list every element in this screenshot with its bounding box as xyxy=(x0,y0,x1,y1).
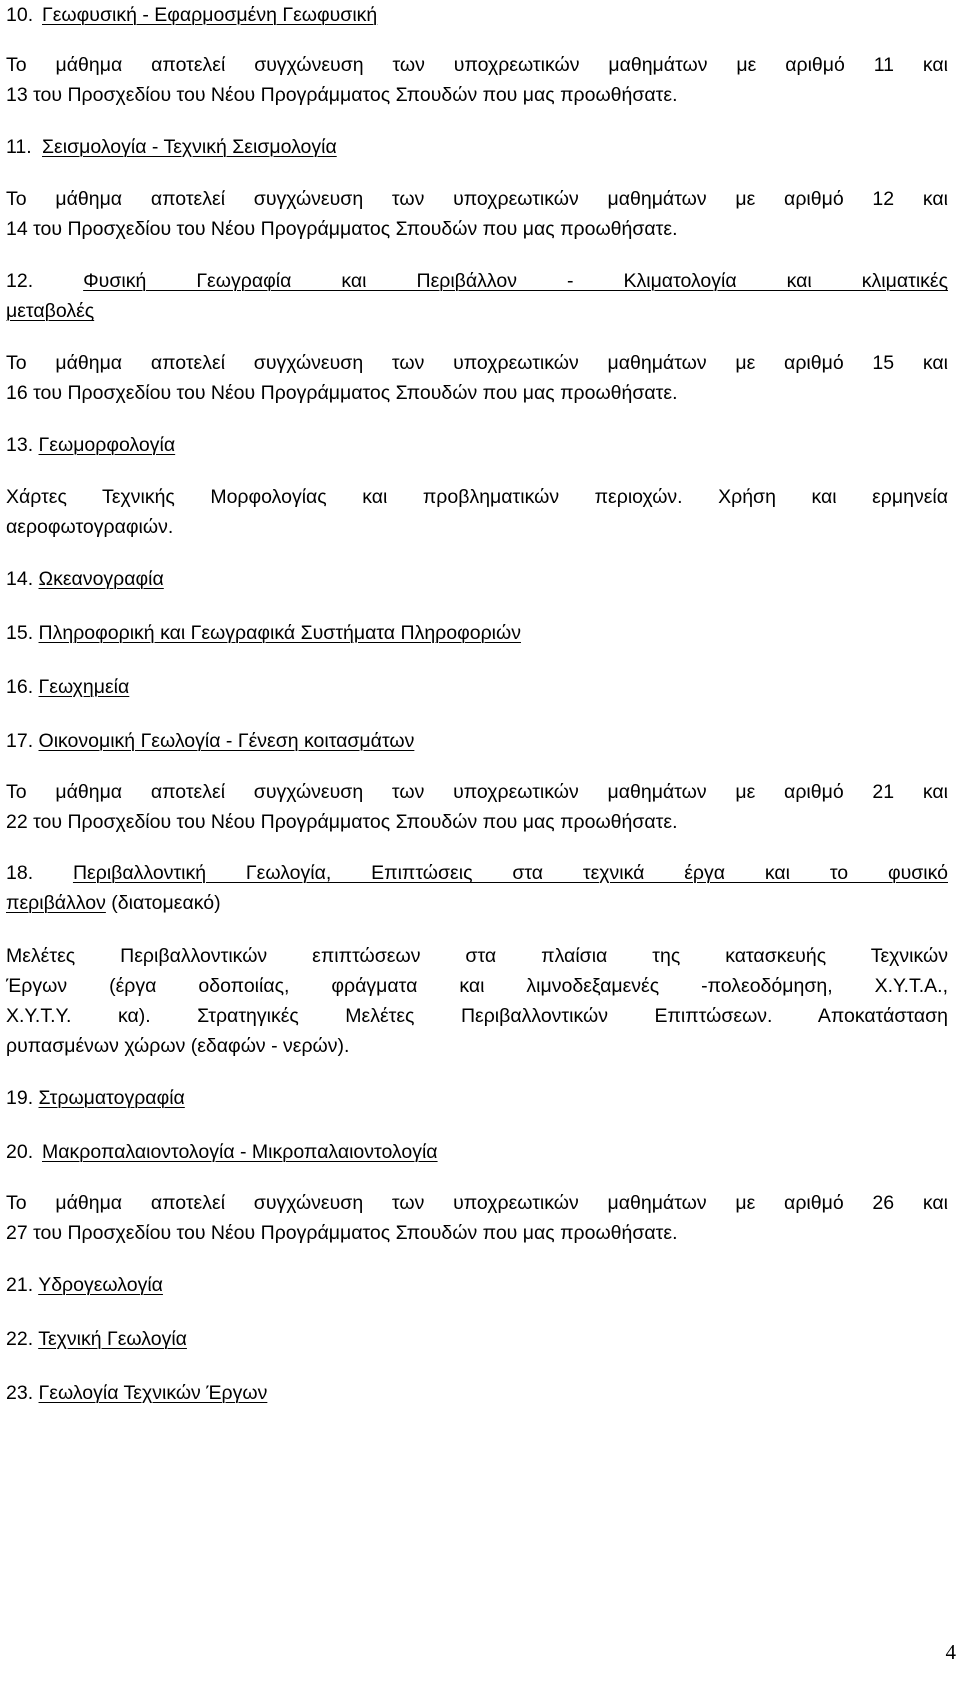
heading-title: Οικονομική Γεωλογία - Γένεση κοιτασμάτων xyxy=(38,730,415,752)
paragraph-line: Χάρτες Τεχνικής Μορφολογίας και προβληματικών περιοχών. Χρήση και ερμηνεία xyxy=(6,486,948,508)
page-number: 4 xyxy=(945,1640,956,1664)
paragraph-line: Το μάθημα αποτελεί συγχώνευση των υποχρεωτικών μαθημάτων με αριθμό 15 και xyxy=(6,352,948,374)
heading-21 xyxy=(6,1270,960,1300)
paragraph-line: Το μάθημα αποτελεί συγχώνευση των υποχρεωτικών μαθημάτων με αριθμό 11 και xyxy=(6,54,948,76)
heading-number: 13. xyxy=(6,434,34,456)
heading-title: Γεωχημεία xyxy=(38,676,130,698)
paragraph-line: 14 του Προσχεδίου του Νέου Προγράμματος Σπουδών που μας προωθήσατε. xyxy=(6,218,678,240)
heading-title: Ωκεανογραφία xyxy=(38,568,164,590)
heading-20 xyxy=(6,1137,960,1167)
heading-19 xyxy=(6,1083,960,1113)
heading-title: Τεχνική Γεωλογία xyxy=(38,1328,187,1350)
paragraph-11 xyxy=(6,184,948,244)
heading-title-cont: περιβάλλον xyxy=(6,892,106,914)
heading-10 xyxy=(6,0,960,30)
paragraph-12 xyxy=(6,348,948,408)
paragraph-line: Το μάθημα αποτελεί συγχώνευση των υποχρεωτικών μαθημάτων με αριθμό 21 και xyxy=(6,781,948,803)
heading-number: 17. xyxy=(6,730,34,752)
heading-number: 11. xyxy=(6,136,32,158)
paragraph-line: 16 του Προσχεδίου του Νέου Προγράμματος Σπουδών που μας προωθήσατε. xyxy=(6,382,678,404)
paragraph-line: Μελέτες Περιβαλλοντικών επιπτώσεων στα πλαίσια της κατασκευής Τεχνικών xyxy=(6,945,948,967)
heading-14 xyxy=(6,564,960,594)
heading-number: 20. xyxy=(6,1141,34,1163)
heading-title: Υδρογεωλογία xyxy=(38,1274,163,1296)
paragraph-line: Χ.Υ.Τ.Υ. κα). Στρατηγικές Μελέτες Περιβαλλοντικών Επιπτώσεων. Αποκατάσταση xyxy=(6,1005,948,1027)
heading-title: Γεωφυσική - Εφαρμοσμένη Γεωφυσική xyxy=(42,4,378,26)
heading-number: 19. xyxy=(6,1087,34,1109)
paragraph-line: Το μάθημα αποτελεί συγχώνευση των υποχρεωτικών μαθημάτων με αριθμό 26 και xyxy=(6,1192,948,1214)
paragraph-line: 27 του Προσχεδίου του Νέου Προγράμματος Σπουδών που μας προωθήσατε. xyxy=(6,1222,678,1244)
heading-number: 16. xyxy=(6,676,34,698)
heading-title: Πληροφορική και Γεωγραφικά Συστήματα Πληροφοριών xyxy=(38,622,521,644)
heading-number: 21. xyxy=(6,1274,34,1296)
paragraph-17 xyxy=(6,777,948,837)
heading-number: 18. xyxy=(6,862,34,884)
paragraph-line: Έργων (έργα οδοποιίας, φράγματα και λιμνοδεξαμενές -πολεοδόμηση, Χ.Υ.Τ.Α., xyxy=(6,975,948,997)
heading-suffix: (διατομεακό) xyxy=(111,892,221,914)
heading-12 xyxy=(6,266,960,326)
heading-title: Γεωλογία Τεχνικών Έργων xyxy=(38,1382,268,1404)
paragraph-10 xyxy=(6,50,948,110)
heading-title: Μακροπαλαιοντολογία - Μικροπαλαιοντολογία xyxy=(42,1141,438,1163)
heading-title-cont: μεταβολές xyxy=(6,300,95,322)
paragraph-line: Το μάθημα αποτελεί συγχώνευση των υποχρεωτικών μαθημάτων με αριθμό 12 και xyxy=(6,188,948,210)
heading-title: Φυσική Γεωγραφία και Περιβάλλον - Κλιματολογία και κλιματικές xyxy=(83,270,948,292)
heading-22 xyxy=(6,1324,960,1354)
paragraph-line: 22 του Προσχεδίου του Νέου Προγράμματος Σπουδών που μας προωθήσατε. xyxy=(6,811,678,833)
heading-title: Στρωματογραφία xyxy=(38,1087,185,1109)
heading-17 xyxy=(6,726,960,756)
heading-title: Περιβαλλοντική Γεωλογία, Επιπτώσεις στα τεχνικά έργα και το φυσικό xyxy=(72,862,948,884)
paragraph-line: 13 του Προσχεδίου του Νέου Προγράμματος Σπουδών που μας προωθήσατε. xyxy=(6,84,678,106)
paragraph-13 xyxy=(6,482,948,542)
paragraph-line: ρυπασμένων χώρων (εδαφών - νερών). xyxy=(6,1035,350,1057)
heading-title: Σεισμολογία - Τεχνική Σεισμολογία xyxy=(42,136,337,158)
paragraph-line: αεροφωτογραφιών. xyxy=(6,516,174,538)
paragraph-20 xyxy=(6,1188,948,1248)
heading-number: 14. xyxy=(6,568,34,590)
heading-number: 15. xyxy=(6,622,34,644)
heading-number: 12. xyxy=(6,270,34,292)
heading-number: 10. xyxy=(6,4,34,26)
heading-number: 22. xyxy=(6,1328,34,1350)
heading-16 xyxy=(6,672,960,702)
heading-number: 23. xyxy=(6,1382,34,1404)
paragraph-18 xyxy=(6,941,948,1061)
heading-11 xyxy=(6,132,960,162)
heading-15 xyxy=(6,618,960,648)
heading-18 xyxy=(6,858,960,918)
heading-13 xyxy=(6,430,960,460)
heading-23 xyxy=(6,1378,960,1408)
heading-title: Γεωμορφολογία xyxy=(38,434,176,456)
